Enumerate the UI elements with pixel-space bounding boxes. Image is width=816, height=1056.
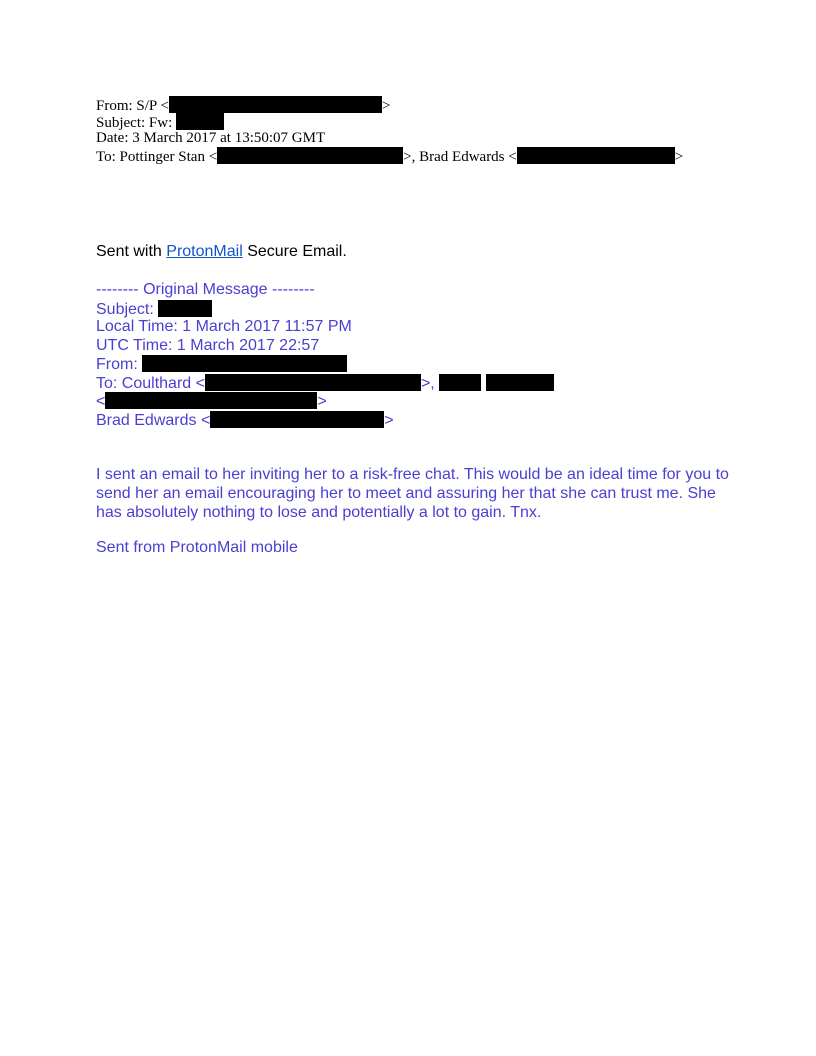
original-subject-label: Subject: [96,300,154,318]
redaction-box [210,411,384,428]
sent-with-suffix: Secure Email. [242,243,347,260]
redaction-box [486,374,554,391]
from-suffix: > [381,98,391,114]
open-bracket: < [96,393,106,410]
brad-edwards-line [96,411,554,430]
redaction-box [439,374,481,391]
subject-line [96,113,683,130]
original-subject-line [96,300,554,319]
original-divider: -------- Original Message -------- [96,281,315,298]
redaction-box [217,147,403,164]
redaction-box [517,147,675,164]
to-separator: >, Brad Edwards < [403,149,517,165]
sent-with-prefix: Sent with [96,243,167,260]
message-body: I sent an email to her inviting her to a risk-free chat. This would be an ideal time for you to send her an email encouraging her to meet and assuring her that she can trust me. She has absolutely nothing to lose and potentially a lot to gain. Tnx. [96,466,729,521]
original-to-continuation [96,392,554,411]
redaction-box [105,392,317,409]
protonmail-link[interactable]: ProtonMail [166,243,243,260]
original-to-comma: >, [420,374,435,392]
utc-time-line: UTC Time: 1 March 2017 22:57 [96,336,320,354]
redaction-box [158,300,212,317]
mobile-signature: Sent from ProtonMail mobile [96,539,298,556]
original-from-line [96,355,554,374]
to-line [96,147,683,164]
brad-edwards-label: Brad Edwards < [96,411,211,429]
subject-label: Subject: Fw: [96,115,173,131]
redaction-box [205,374,421,391]
original-message [96,281,554,429]
redaction-box [169,96,382,113]
to-label: To: Pottinger Stan < [96,149,218,165]
from-line [96,96,683,113]
to-suffix: > [674,149,684,165]
date-line: Date: 3 March 2017 at 13:50:07 GMT [96,130,326,146]
original-from-label: From: [96,356,138,373]
close-bracket: > [317,393,327,410]
brad-edwards-suffix: > [384,411,394,429]
redaction-box [176,113,224,130]
local-time-line: Local Time: 1 March 2017 11:57 PM [96,318,352,335]
redaction-box [142,355,347,372]
sent-with-line [96,243,347,261]
email-header [96,96,683,164]
original-to-label: To: Coulthard < [96,374,205,392]
from-label: From: S/P < [96,98,169,114]
original-to-line [96,374,554,393]
